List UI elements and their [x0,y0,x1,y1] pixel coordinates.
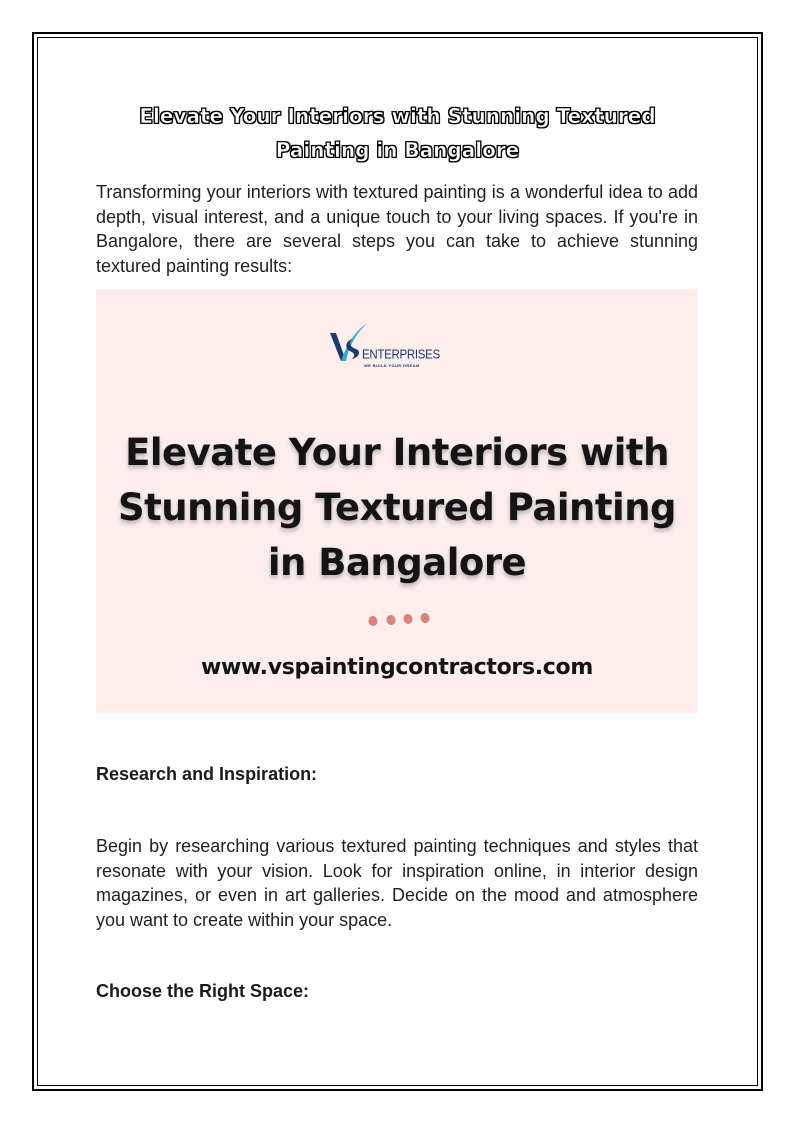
banner-image [96,289,698,713]
research-paragraph: Begin by researching various textured painting techniques and styles that resonate with your vision. Look for inspiration online, in interior design magazines, or even in art galleries. Decide on the mood and atmosphere you want to create within your space. [96,836,698,930]
document-title-line-1: Elevate Your Interiors with Stunning Textured [139,104,656,128]
banner-title-line-3: in Bangalore [267,541,527,584]
vs-logo-icon [328,321,368,371]
decorative-dots [364,611,434,627]
document-title [100,99,695,167]
logo-tagline: WE BUILD YOUR DREAM [364,363,420,368]
company-logo [328,321,438,371]
banner-title-line-1: Elevate Your Interiors with [125,431,669,474]
document-title-line-2: Painting in Bangalore [275,138,520,162]
intro-paragraph: Transforming your interiors with textured painting is a wonderful idea to add depth, visual interest, and a unique touch to your living spaces. If you're in Bangalore, there are several steps you can take to achieve stunning textured painting results: [96,182,698,276]
section-heading-research: Research and Inspiration: [96,764,318,784]
banner-title [96,425,698,590]
website-url: www.vspaintingcontractors.com [200,655,593,680]
banner-title-line-2: Stunning Textured Painting [117,486,677,529]
section-heading-space: Choose the Right Space: [96,981,310,1001]
logo-text: ENTERPRISES [362,348,440,362]
